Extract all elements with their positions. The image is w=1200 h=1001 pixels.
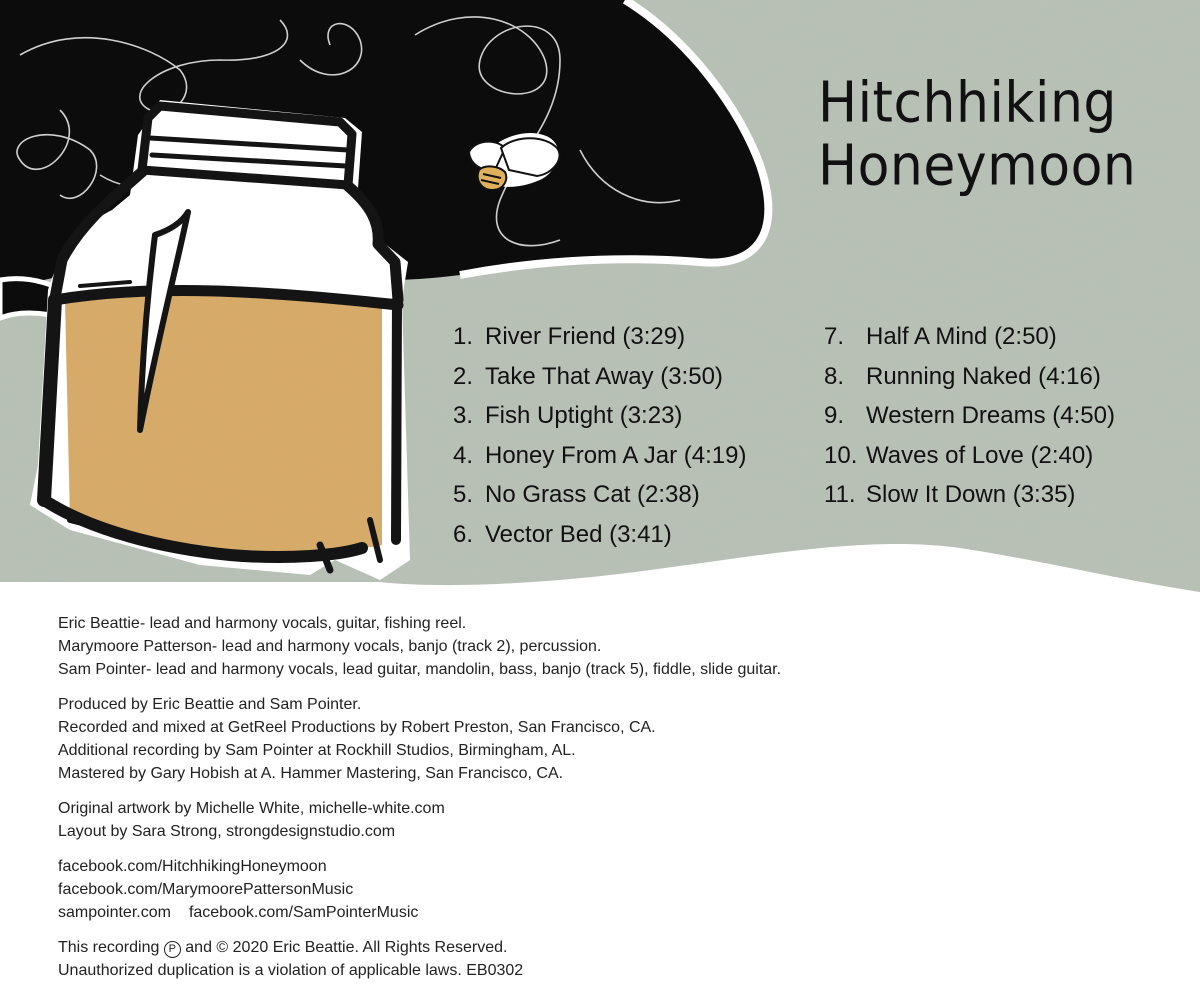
copyright-suffix: and © 2020 Eric Beattie. All Rights Reserved. <box>185 939 508 956</box>
track-title: Slow It Down (3:35) <box>866 481 1076 508</box>
track-number: 10. <box>824 441 858 469</box>
track-item <box>824 436 1115 476</box>
track-item <box>453 396 746 436</box>
track-item <box>453 317 746 357</box>
track-number: 6. <box>453 520 474 548</box>
link-facebook-marymoore: facebook.com/MarymoorePattersonMusic <box>58 881 354 898</box>
track-number: 5. <box>453 481 474 508</box>
track-number: 11. <box>824 481 856 508</box>
track-number: 8. <box>824 362 845 390</box>
track-item <box>453 357 746 397</box>
credit-line: Recorded and mixed at GetReel Productions by Robert Preston, San Francisco, CA. <box>58 719 656 736</box>
track-number: 2. <box>453 362 474 390</box>
track-number: 1. <box>453 323 474 350</box>
credit-line: Eric Beattie- lead and harmony vocals, guitar, fishing reel. <box>58 615 467 632</box>
credit-line: Marymoore Patterson- lead and harmony vocals, banjo (track 2), percussion. <box>58 638 602 655</box>
track-item <box>824 317 1115 357</box>
track-item <box>453 436 746 476</box>
link-facebook-band: facebook.com/HitchhikingHoneymoon <box>58 858 327 875</box>
track-title: Vector Bed (3:41) <box>485 520 672 548</box>
track-item <box>453 475 746 515</box>
credits-production <box>58 693 1158 785</box>
track-title: Honey From A Jar (4:19) <box>485 441 747 469</box>
track-item <box>453 515 746 555</box>
album-title <box>818 72 1136 197</box>
links-sam-pointer <box>58 901 1158 924</box>
copyright-line <box>58 936 1158 959</box>
phonogram-symbol: P <box>164 941 181 958</box>
album-title-line2: Honeymoon <box>818 133 1137 199</box>
legal-notice: Unauthorized duplication is a violation of applicable laws. EB0302 <box>58 962 524 979</box>
credit-line: Additional recording by Sam Pointer at Rockhill Studios, Birmingham, AL. <box>58 742 576 759</box>
credit-line: Produced by Eric Beattie and Sam Pointer. <box>58 696 362 713</box>
track-title: Take That Away (3:50) <box>485 362 723 390</box>
track-title: River Friend (3:29) <box>485 323 686 350</box>
credit-line: Layout by Sara Strong, strongdesignstudio.com <box>58 823 396 840</box>
track-item <box>824 396 1115 436</box>
credits-links <box>58 855 1158 924</box>
track-number: 7. <box>824 323 845 350</box>
track-number: 9. <box>824 402 845 429</box>
credits-art <box>58 797 1158 843</box>
track-number: 3. <box>453 402 474 429</box>
track-title: Waves of Love (2:40) <box>866 441 1094 469</box>
track-list-left <box>453 317 746 554</box>
credit-line: Original artwork by Michelle White, michelle-white.com <box>58 800 445 817</box>
copyright-prefix: This recording <box>58 939 160 956</box>
link-sampointer-site: sampointer.com <box>58 904 171 921</box>
credit-line: Mastered by Gary Hobish at A. Hammer Mastering, San Francisco, CA. <box>58 765 564 782</box>
track-item <box>824 475 1115 515</box>
track-number: 4. <box>453 441 474 469</box>
album-title-line1: Hitchhiking <box>818 70 1117 136</box>
credits <box>58 612 1158 994</box>
track-title: Half A Mind (2:50) <box>866 323 1057 350</box>
track-item <box>824 357 1115 397</box>
track-list-right <box>824 317 1115 515</box>
credits-legal <box>58 936 1158 982</box>
track-title: Running Naked (4:16) <box>866 362 1101 390</box>
track-title: Fish Uptight (3:23) <box>485 402 683 429</box>
credits-musicians <box>58 612 1158 681</box>
credit-line: Sam Pointer- lead and harmony vocals, lead guitar, mandolin, bass, banjo (track 5), fiddle, slide guitar. <box>58 661 782 678</box>
link-facebook-sam: facebook.com/SamPointerMusic <box>188 904 419 921</box>
track-title: No Grass Cat (2:38) <box>485 481 700 508</box>
track-title: Western Dreams (4:50) <box>866 402 1115 429</box>
